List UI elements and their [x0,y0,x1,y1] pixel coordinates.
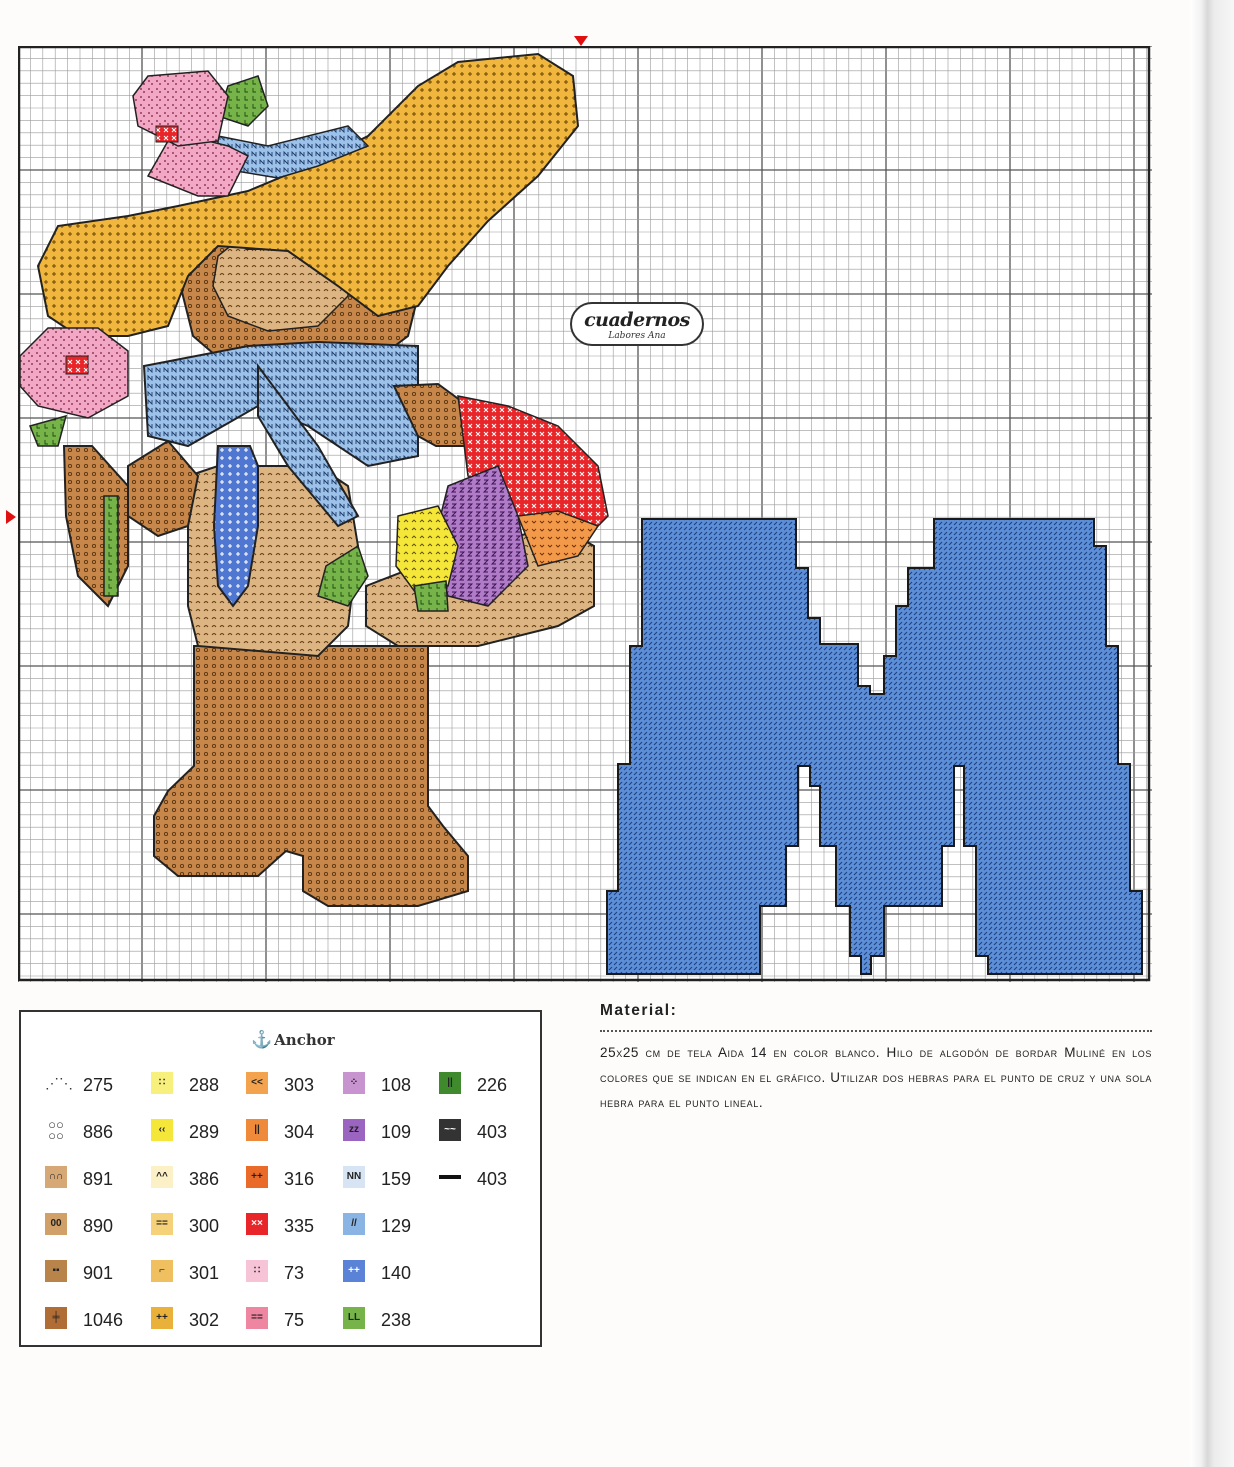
legend-swatch: == [246,1307,268,1329]
legend-code: 75 [284,1310,305,1330]
legend-brand [251,1030,335,1050]
legend-code: 891 [83,1169,114,1189]
legend-code: 886 [83,1122,114,1142]
brand-logo [570,302,704,346]
center-marker-left [6,510,16,524]
legend-swatch: 00 [45,1213,67,1235]
center-marker-top [574,36,588,46]
legend-code: 403 [477,1122,508,1142]
legend-swatch: ⋰⋱ [45,1075,73,1091]
legend-swatch: << [246,1072,268,1094]
legend-code: 140 [381,1263,412,1283]
material-title: Material: [600,1002,678,1019]
legend-code: 301 [189,1263,220,1283]
legend-code: 304 [284,1122,315,1142]
legend-code: 300 [189,1216,220,1236]
legend-swatch: ⁘ [343,1072,365,1094]
legend-swatch [439,1175,461,1179]
legend-swatch: ╪ [45,1307,67,1329]
legend-code: 890 [83,1216,114,1236]
legend-code: 288 [189,1075,220,1095]
legend-swatch: ++ [246,1166,268,1188]
legend-swatch: ▪▪ [45,1260,67,1282]
legend-code: 73 [284,1263,305,1283]
legend-code: 129 [381,1216,412,1236]
legend-swatch: == [151,1213,173,1235]
legend-code: 303 [284,1075,315,1095]
legend-swatch: ×× [246,1213,268,1235]
legend-swatch: ++ [151,1307,173,1329]
chart-grid [18,46,1152,982]
legend-swatch: NN [343,1166,365,1188]
legend-code: 316 [284,1169,315,1189]
legend-code: 335 [284,1216,315,1236]
legend-code: 275 [83,1075,114,1095]
legend-code: 159 [381,1169,412,1189]
legend-swatch: ^^ [151,1166,173,1188]
legend-code: 302 [189,1310,220,1330]
legend-brand-name: Anchor [274,1031,335,1049]
legend-swatch: ∷ [151,1072,173,1094]
legend-swatch: ○○○○ [48,1117,64,1143]
logo-text: cuadernos [584,309,690,331]
legend-code: 1046 [83,1310,124,1330]
legend-swatch: ∩∩ [45,1166,67,1188]
page-edge-shadow [1190,0,1234,1467]
legend-swatch: ∷ [246,1260,268,1282]
legend-swatch: || [439,1072,461,1094]
legend-code: 108 [381,1075,412,1095]
legend-swatch: ‹‹ [151,1119,173,1141]
logo-subtext: Labores Ana [608,331,666,341]
legend-swatch: // [343,1213,365,1235]
legend-swatch: zz [343,1119,365,1141]
material-description: 25x25 cm de tela Aida 14 en color blanco. Hilo de algodón de bordar Muliné en los colores que se indican en el gráfico. Utilizar dos hebras para el punto de cruz y una sola hebra para el punto lineal. [600,1045,1152,1110]
legend-code: 226 [477,1075,508,1095]
cross-stitch-chart [18,46,1152,982]
legend-code: 403 [477,1169,508,1189]
anchor-icon: ⚓ [251,1030,273,1050]
legend-swatch: || [246,1119,268,1141]
legend-code: 289 [189,1122,220,1142]
legend-swatch: ~~ [439,1119,461,1141]
legend-swatch: ++ [343,1260,365,1282]
legend-swatch: LL [343,1307,365,1329]
legend-swatch: ⌐ [151,1260,173,1282]
thread-legend [19,1010,542,1347]
material-divider [600,1030,1152,1032]
legend-code: 109 [381,1122,412,1142]
legend-code: 386 [189,1169,220,1189]
legend-code: 901 [83,1263,114,1283]
legend-code: 238 [381,1310,412,1330]
